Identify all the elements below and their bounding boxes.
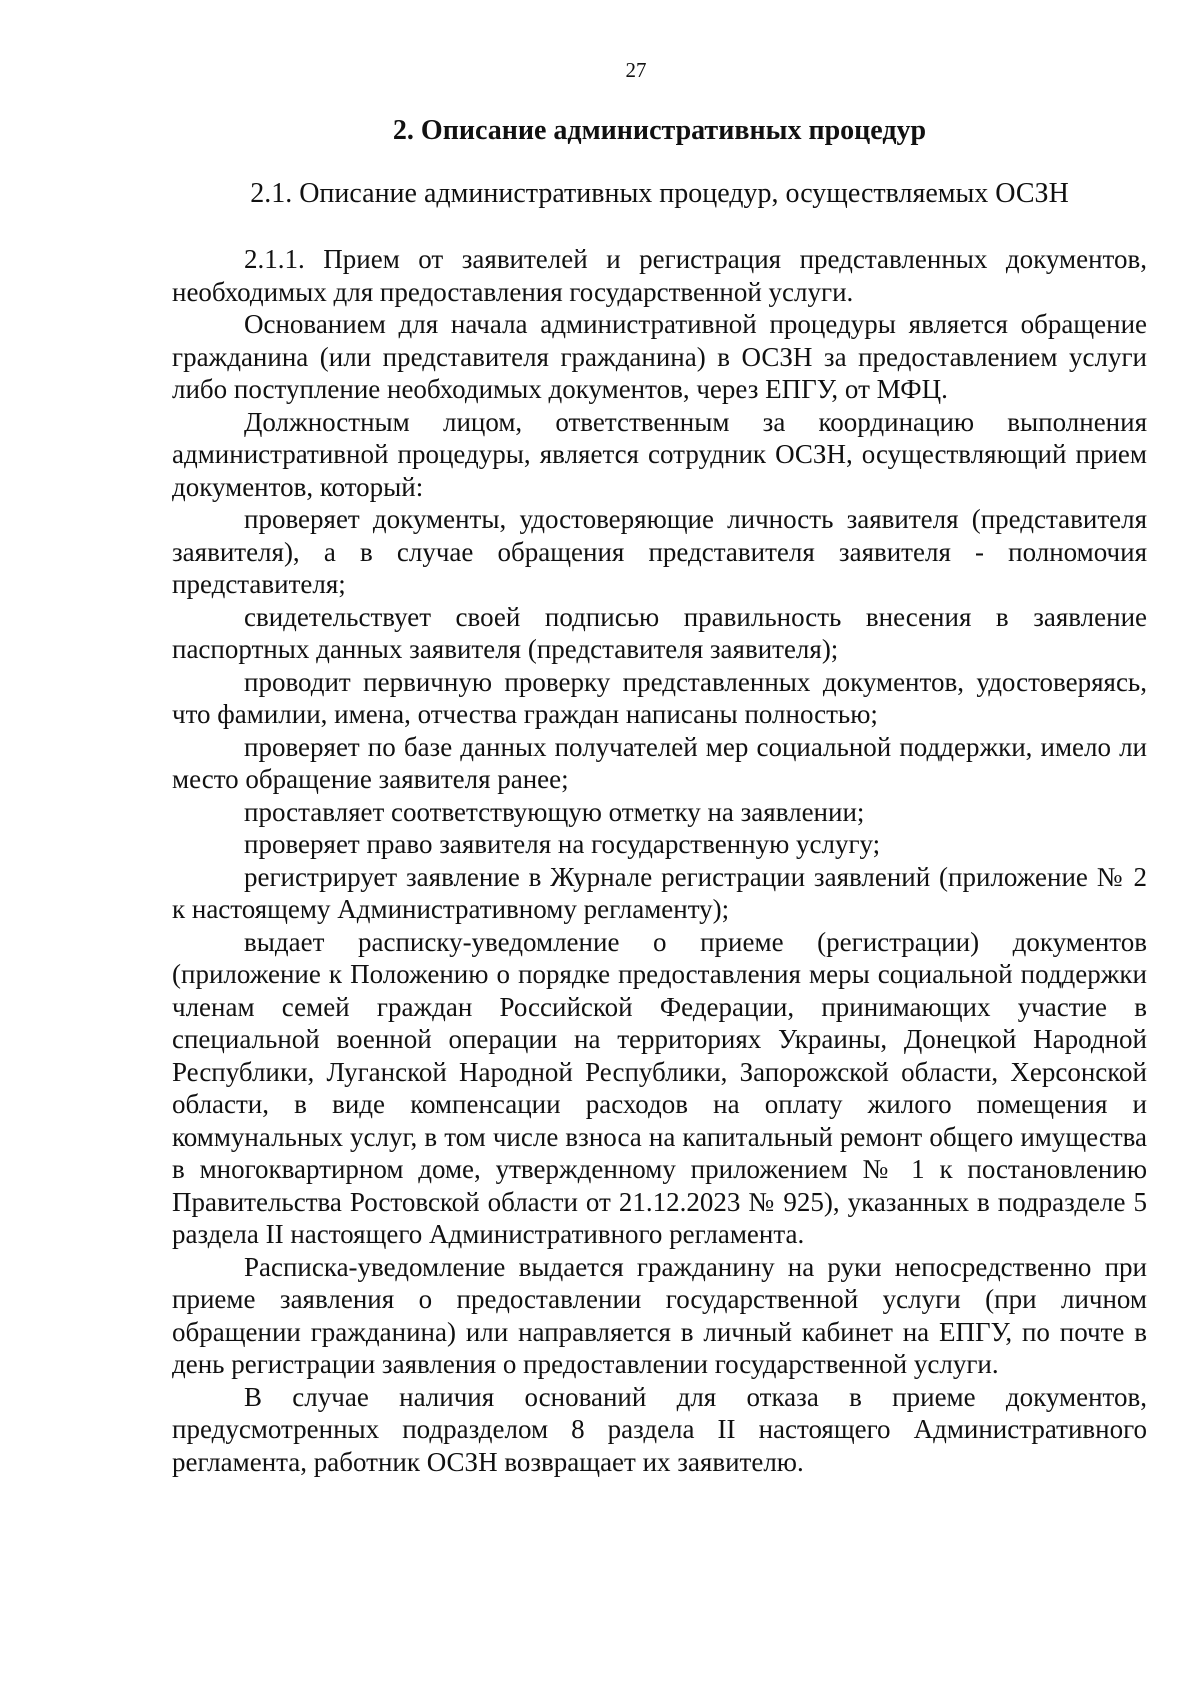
- paragraph: 2.1.1. Прием от заявителей и регистрация представленных документов, необходимых для предоставления государственной услуги.: [172, 244, 1147, 307]
- document-body: [172, 243, 1147, 1478]
- page-number: 27: [625, 58, 647, 82]
- list-item: выдает расписку-уведомление о приеме (регистрации) документов (приложение к Положению о порядке предоставления меры социальной поддержки членам семей граждан Российской Федерации, принимающих участие в специальной военной операции на территориях Украины, Донецкой Народной Республики, Луганской Народной Республики, Запорожской области, Херсонской области, в виде компенсации расходов на оплату жилого помещения и коммунальных услуг, в том числе взноса на капитальный ремонт общего имущества в многоквартирном доме, утвержденному приложением № 1 к постановлению Правительства Ростовской области от 21.12.2023 № 925), указанных в подразделе 5 раздела II настоящего Административного регламента.: [172, 926, 1147, 1249]
- list-item: проверяет документы, удостоверяющие личность заявителя (представителя заявителя), а в случае обращения представителя заявителя - полномочия представителя;: [172, 504, 1147, 599]
- list-item: проводит первичную проверку представленных документов, удостоверяясь, что фамилии, имена, отчества граждан написаны полностью;: [172, 666, 1147, 729]
- section-heading: 2. Описание административных процедур: [392, 115, 927, 146]
- paragraph: В случае наличия оснований для отказа в приеме документов, предусмотренных подразделом 8 раздела II настоящего Административного регламента, работник ОСЗН возвращает их заявителю.: [172, 1381, 1147, 1477]
- list-item: проставляет соответствующую отметку на заявлении;: [244, 796, 865, 827]
- paragraph: Расписка-уведомление выдается гражданину на руки непосредственно при приеме заявления о предоставлении государственной услуги (при личном обращении гражданина) или направляется в личный кабинет на ЕПГУ, по почте в день регистрации заявления о предоставлении государственной услуги.: [172, 1251, 1147, 1379]
- list-item: проверяет по базе данных получателей мер социальной поддержки, имело ли место обращение заявителя ранее;: [172, 731, 1147, 794]
- paragraph: Основанием для начала административной процедуры является обращение гражданина (или представителя гражданина) в ОСЗН за предоставлением услуги либо поступление необходимых документов, через ЕПГУ, от МФЦ.: [172, 309, 1147, 404]
- paragraph: Должностным лицом, ответственным за координацию выполнения административной процедуры, является сотрудник ОСЗН, осуществляющий прием документов, который:: [172, 406, 1147, 502]
- list-item: проверяет право заявителя на государственную услугу;: [244, 829, 881, 859]
- list-item: регистрирует заявление в Журнале регистрации заявлений (приложение № 2 к настоящему Административному регламенту);: [172, 861, 1147, 924]
- list-item: свидетельствует своей подписью правильность внесения в заявление паспортных данных заявителя (представителя заявителя);: [172, 601, 1147, 664]
- subsection-heading: 2.1. Описание административных процедур, осуществляемых ОСЗН: [250, 178, 1069, 209]
